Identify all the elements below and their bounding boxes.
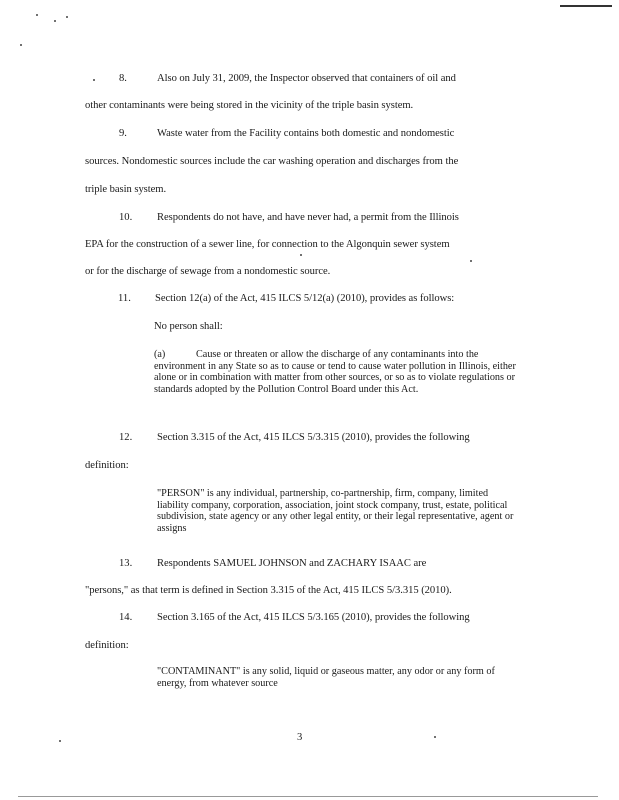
scan-speck [93,79,95,81]
scan-speck [54,20,56,22]
paragraph-8-number: 8. [119,73,127,84]
scan-speck [20,44,22,46]
paragraph-9-line-1: Waste water from the Facility contains both domestic and nondomestic [157,128,455,139]
paragraph-11-quote-lead: No person shall: [154,321,223,332]
paragraph-12-line-1: Section 3.315 of the Act, 415 ILCS 5/3.315 (2010), provides the following [157,432,470,443]
paragraph-11-quote-label: (a) [154,349,166,360]
paragraph-8-line-2: other contaminants were being stored in the vicinity of the triple basin system. [85,100,414,111]
scan-speck [66,16,68,18]
scan-speck [59,740,61,742]
scan-artifact-bottom-rule [18,796,598,797]
paragraph-13-line-1: Respondents SAMUEL JOHNSON and ZACHARY ISAAC are [157,558,427,569]
paragraph-14-line-1: Section 3.165 of the Act, 415 ILCS 5/3.165 (2010), provides the following [157,612,470,623]
paragraph-11-quote-text: Cause or threaten or allow the discharge of any contaminants into the environment in any State so as to cause or tend to cause water pollution in Illinois, either alone or in combination with matter from other sources, or so as to violate regulations or standards adopted by the Pollution Control Board under this Act. [154,349,516,395]
paragraph-14-quote-block: "CONTAMINANT" is any solid, liquid or gaseous matter, any odor or any form of energy, from whatever source [157,666,495,689]
scan-speck [300,254,302,256]
paragraph-12-quote-block: "PERSON" is any individual, partnership, co-partnership, firm, company, limited liability company, corporation, association, joint stock company, trust, estate, political subdivision, state agency or any other legal entity, or their legal representative, agent or assigns [157,488,514,534]
paragraph-11-line-1: Section 12(a) of the Act, 415 ILCS 5/12(a) (2010), provides as follows: [155,293,455,304]
scan-speck [470,260,472,262]
scan-speck [36,14,38,16]
paragraph-8-line-1: Also on July 31, 2009, the Inspector observed that containers of oil and [157,73,456,84]
paragraph-10-line-2: EPA for the construction of a sewer line, for connection to the Algonquin sewer system [85,239,450,250]
scan-artifact-top-right [560,5,612,7]
paragraph-9-line-2: sources. Nondomestic sources include the car washing operation and discharges from the [85,156,459,167]
paragraph-10-line-3: or for the discharge of sewage from a nondomestic source. [85,266,331,277]
paragraph-14-number: 14. [119,612,133,623]
paragraph-11-number: 11. [118,293,131,304]
paragraph-13-number: 13. [119,558,133,569]
paragraph-12-number: 12. [119,432,133,443]
paragraph-10-number: 10. [119,212,133,223]
paragraph-13-line-2: "persons," as that term is defined in Section 3.315 of the Act, 415 ILCS 5/3.315 (2010). [85,585,452,596]
paragraph-9-line-3: triple basin system. [85,184,167,195]
page-number: 3 [297,732,303,743]
paragraph-9-number: 9. [119,128,127,139]
paragraph-14-line-2: definition: [85,640,129,651]
paragraph-10-line-1: Respondents do not have, and have never had, a permit from the Illinois [157,212,459,223]
paragraph-11-quote-block [154,349,526,395]
paragraph-12-line-2: definition: [85,460,129,471]
scan-speck [434,736,436,738]
